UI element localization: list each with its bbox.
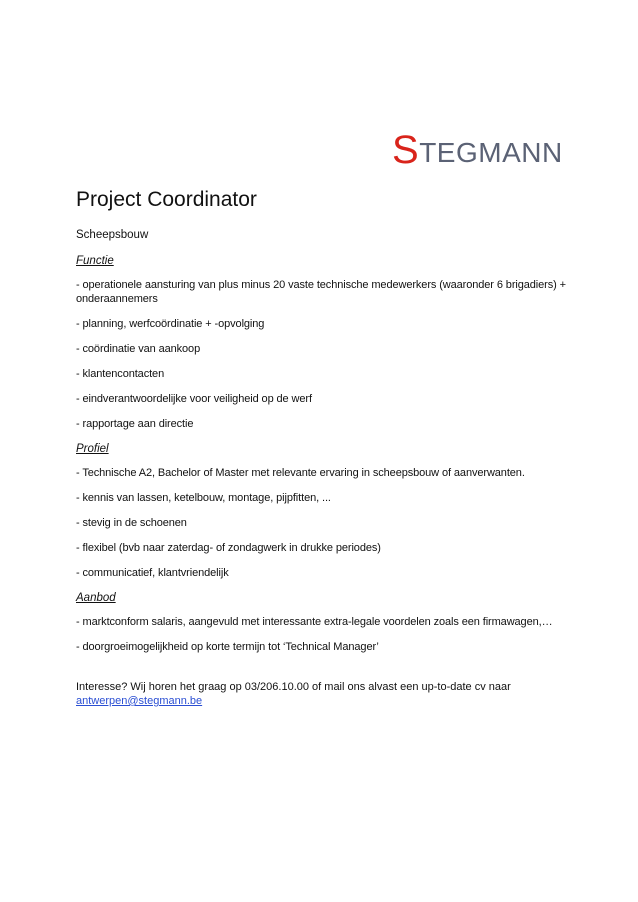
stegmann-logo xyxy=(392,130,563,170)
section-heading: Aanbod xyxy=(76,592,116,604)
contact-text: Interesse? Wij horen het graag op 03/206.10.00 of mail ons alvast een up-to-date cv naar xyxy=(76,681,511,693)
section-heading: Functie xyxy=(76,255,114,267)
section-list xyxy=(76,278,576,431)
list-item: - planning, werfcoördinatie + -opvolging xyxy=(76,318,265,330)
list-item: - communicatief, klantvriendelijk xyxy=(76,567,229,579)
logo-wordmark: TEGMANN xyxy=(419,137,563,168)
email-link[interactable]: antwerpen@stegmann.be xyxy=(76,695,203,707)
list-item: - doorgroeimogelijkheid op korte termijn tot ‘Technical Manager’ xyxy=(76,641,379,653)
list-item: - kennis van lassen, ketelbouw, montage, pijpfitten, ... xyxy=(76,492,331,504)
job-posting xyxy=(76,186,576,708)
contact-paragraph xyxy=(76,680,576,708)
list-item: - Technische A2, Bachelor of Master met relevante ervaring in scheepsbouw of aanverwanten. xyxy=(76,467,525,479)
section-list xyxy=(76,615,576,654)
list-item: - klantencontacten xyxy=(76,368,165,380)
section-heading: Profiel xyxy=(76,443,109,455)
list-item: - eindverantwoordelijke voor veiligheid op de werf xyxy=(76,393,312,405)
list-item: - stevig in de schoenen xyxy=(76,517,187,529)
page-title: Project Coordinator xyxy=(76,188,257,211)
list-item: - operationele aansturing van plus minus 20 vaste technische medewerkers (waaronder 6 brigadiers) + onderaannemers xyxy=(76,279,566,305)
list-item: - marktconform salaris, aangevuld met interessante extra-legale voordelen zoals een firmawagen,… xyxy=(76,616,553,628)
list-item: - flexibel (bvb naar zaterdag- of zondagwerk in drukke periodes) xyxy=(76,542,381,554)
list-item: - coördinatie van aankoop xyxy=(76,343,201,355)
section-list xyxy=(76,466,576,580)
section-functie xyxy=(76,254,576,431)
list-item: - rapportage aan directie xyxy=(76,418,194,430)
section-profiel xyxy=(76,442,576,580)
sector-label: Scheepsbouw xyxy=(76,229,149,241)
logo-first-letter: S xyxy=(392,128,420,172)
section-aanbod xyxy=(76,591,576,654)
